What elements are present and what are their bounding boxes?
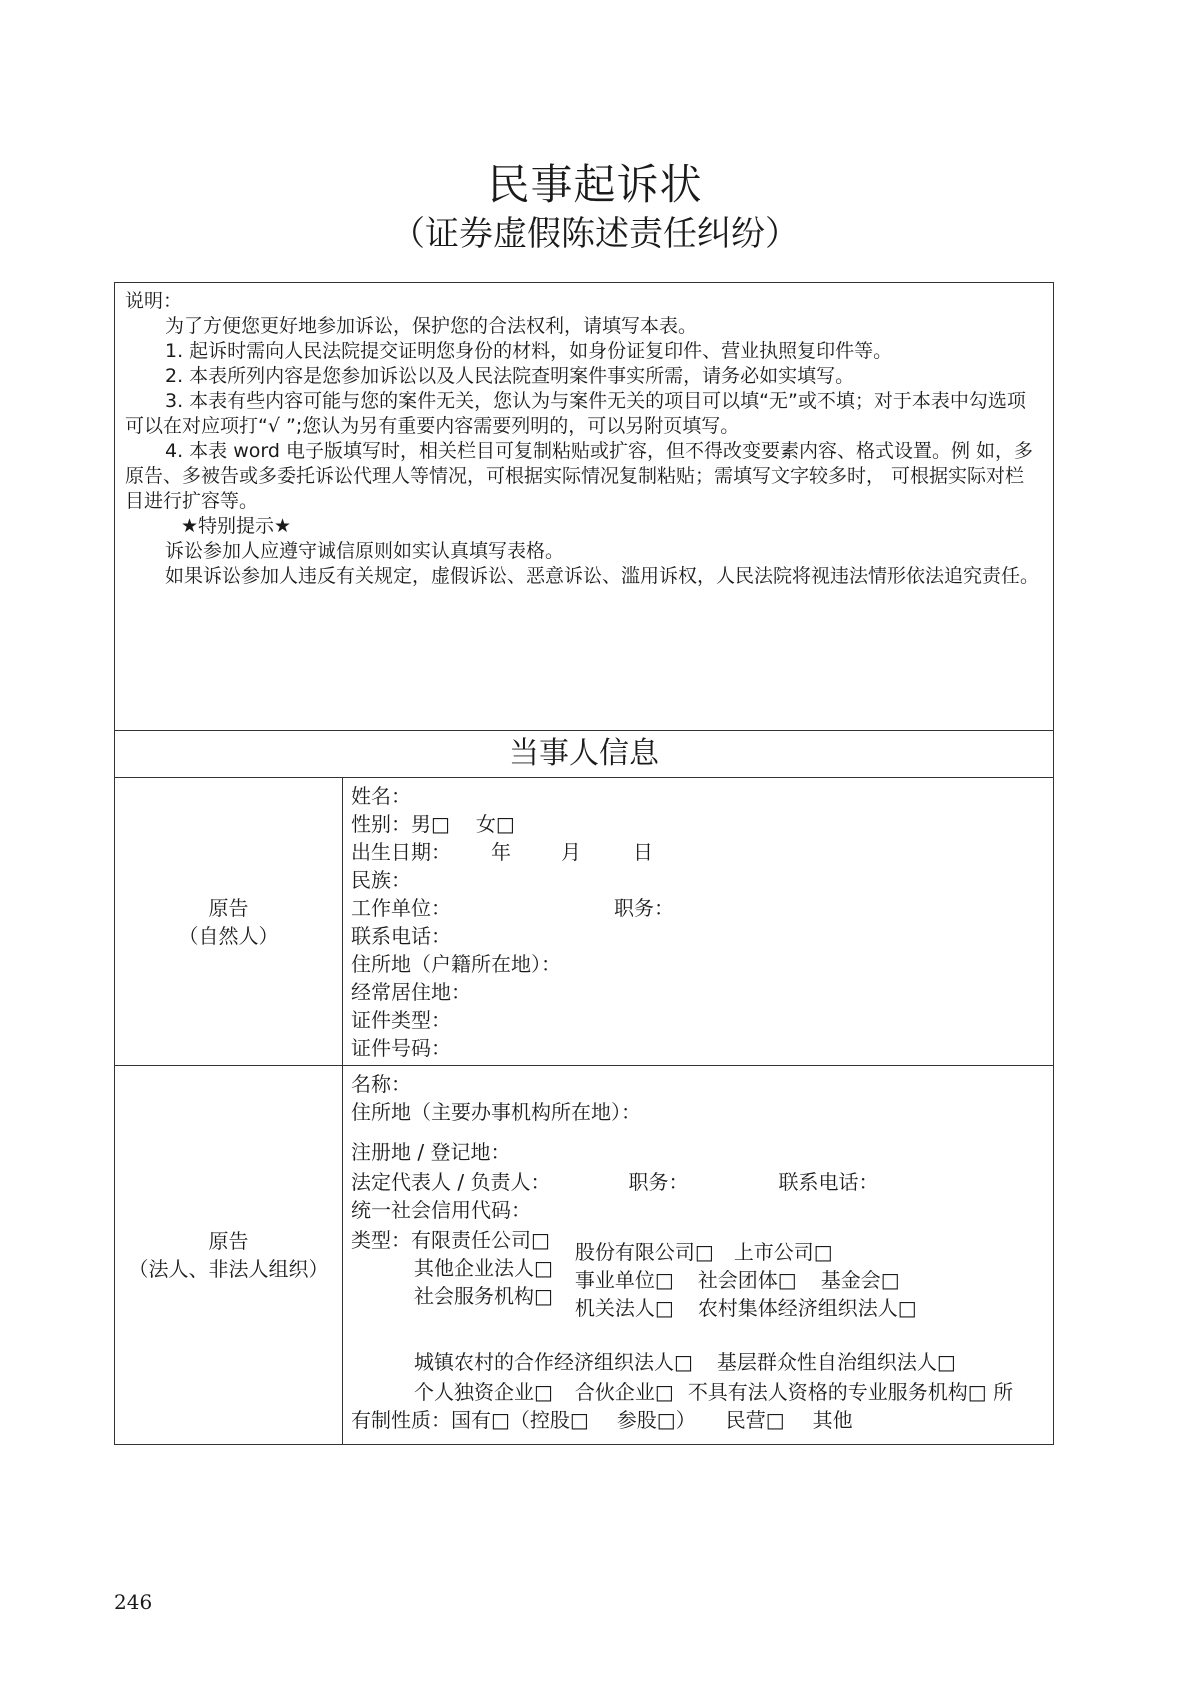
instructions-item-2: 2. 本表所列内容是您参加诉讼以及人民法院查明案件事实所需，请务必如实填写。 <box>165 365 855 387</box>
plaintiff-organization-label <box>115 1066 343 1444</box>
type-sole-checkbox[interactable]: 个人独资企业□ <box>414 1380 553 1404</box>
plaintiff-natural-person-fields <box>343 778 1053 1065</box>
ownership-private-checkbox[interactable]: 民营□ <box>725 1408 785 1432</box>
instructions-intro: 为了方便您更好地参加诉讼，保护您的合法权利，请填写本表。 <box>165 315 698 337</box>
birth-day-label: 日 <box>633 840 653 864</box>
instructions-item-4: 4. 本表 word 电子版填写时，相关栏目可复制粘贴或扩容，但不得改变要素内容、格式设置。例 如，多原告、多被告或多委托诉讼代理人等情况，可根据实际情况复制粘贴；需填写文字较多时， 可根据实际对栏目进行扩容等。 <box>125 440 1033 512</box>
ownership-part-checkbox[interactable]: 参股□） <box>616 1408 696 1432</box>
page-number: 246 <box>114 1590 153 1614</box>
org-type-row-coop <box>351 1348 1045 1376</box>
field-birth-date[interactable] <box>351 838 1045 866</box>
field-domicile[interactable]: 住所地（户籍所在地）： <box>351 952 561 976</box>
birth-date-label: 出生日期： <box>351 840 451 864</box>
type-partnership-checkbox[interactable]: 合伙企业□ <box>574 1380 674 1404</box>
field-phone[interactable]: 联系电话： <box>351 924 451 948</box>
field-id-number[interactable]: 证件号码： <box>351 1036 451 1060</box>
org-type-column-2 <box>553 1238 917 1322</box>
employer-label: 工作单位： <box>351 896 451 920</box>
special-notice-2: 如果诉讼参加人违反有关规定，虚假诉讼、恶意诉讼、滥用诉权，人民法院将视违法情形依法追究责任。 <box>165 565 1040 587</box>
type-other-enterprise-checkbox[interactable]: 其他企业法人□ <box>414 1256 553 1280</box>
field-credit-code[interactable]: 统一社会信用代码： <box>351 1198 531 1222</box>
type-social-group-checkbox[interactable]: 社会团体□ <box>697 1268 797 1292</box>
special-notice-1: 诉讼参加人应遵守诚信原则如实认真填写表格。 <box>165 540 565 562</box>
section-title-party-info: 当事人信息 <box>115 731 1053 778</box>
field-org-domicile[interactable]: 住所地（主要办事机构所在地）： <box>351 1100 641 1124</box>
type-government-checkbox[interactable]: 机关法人□ <box>574 1296 674 1320</box>
plaintiff-natural-person-label <box>115 778 343 1065</box>
legal-rep-label: 法定代表人 / 负责人： <box>351 1170 551 1194</box>
field-residence[interactable]: 经常居住地： <box>351 980 471 1004</box>
field-org-name[interactable]: 名称： <box>351 1072 411 1096</box>
instructions-heading: 说明： <box>125 290 183 312</box>
type-professional-checkbox[interactable]: 不具有法人资格的专业服务机构□ 所 <box>687 1380 1014 1404</box>
gender-male-checkbox[interactable]: 性别：男□ <box>351 812 450 836</box>
type-foundation-checkbox[interactable]: 基金会□ <box>820 1268 900 1292</box>
field-gender[interactable] <box>351 810 1045 838</box>
plaintiff-organization-fields <box>343 1066 1053 1444</box>
instructions-box <box>115 283 1053 731</box>
label-plaintiff: 原告 <box>208 895 249 920</box>
ownership-state-checkbox[interactable]: 有制性质：国有□（控股□ <box>351 1408 589 1432</box>
field-employer[interactable] <box>351 894 1045 922</box>
field-legal-rep[interactable] <box>351 1168 1045 1196</box>
instructions-item-1: 1. 起诉时需向人民法院提交证明您身份的材料，如身份证复印件、营业执照复印件等。 <box>165 340 893 362</box>
label-organization: （法人、非法人组织） <box>128 1257 329 1281</box>
type-coop-checkbox[interactable]: 城镇农村的合作经济组织法人□ <box>414 1350 693 1374</box>
type-institution-checkbox[interactable]: 事业单位□ <box>574 1268 674 1292</box>
field-id-type[interactable]: 证件类型： <box>351 1008 451 1032</box>
field-ownership <box>351 1406 1045 1434</box>
field-name[interactable]: 姓名： <box>351 784 411 808</box>
plaintiff-natural-person-row <box>115 778 1053 1066</box>
gender-female-checkbox[interactable]: 女□ <box>475 812 515 836</box>
position-label: 职务： <box>614 896 674 920</box>
org-type-column-1 <box>351 1226 553 1322</box>
birth-month-label: 月 <box>561 840 581 864</box>
field-registration[interactable]: 注册地 / 登记地： <box>351 1140 511 1164</box>
plaintiff-organization-row <box>115 1066 1053 1444</box>
special-notice-heading: ★特别提示★ <box>181 515 292 537</box>
org-phone-label: 联系电话： <box>778 1170 879 1194</box>
label-plaintiff: 原告 <box>208 1229 249 1253</box>
type-social-service-checkbox[interactable]: 社会服务机构□ <box>414 1284 553 1308</box>
type-grassroots-checkbox[interactable]: 基层群众性自治组织法人□ <box>716 1350 956 1374</box>
document-subtitle: （证券虚假陈述责任纠纷） <box>391 214 799 254</box>
type-llc-checkbox[interactable]: 类型：有限责任公司□ <box>351 1228 550 1252</box>
field-ethnicity[interactable]: 民族： <box>351 868 411 892</box>
document-header <box>0 158 1190 256</box>
org-type-row-sole <box>351 1378 1045 1406</box>
type-listed-checkbox[interactable]: 上市公司□ <box>733 1240 833 1264</box>
complaint-form <box>114 282 1054 1445</box>
instructions-item-3: 3. 本表有些内容可能与您的案件无关，您认为与案件无关的项目可以填“无”或不填；对于本表中勾选项可以在对应项打“√ ”;您认为另有重要内容需要列明的，可以另附页填写。 <box>125 390 1026 437</box>
type-joint-stock-checkbox[interactable]: 股份有限公司□ <box>574 1240 714 1264</box>
label-natural-person: （自然人） <box>178 923 279 948</box>
birth-year-label: 年 <box>491 840 511 864</box>
ownership-other-option[interactable]: 其他 <box>812 1408 853 1432</box>
org-position-label: 职务： <box>628 1170 689 1194</box>
org-type-options <box>351 1226 1045 1322</box>
document-title: 民事起诉状 <box>487 160 703 209</box>
type-rural-collective-checkbox[interactable]: 农村集体经济组织法人□ <box>697 1296 917 1320</box>
